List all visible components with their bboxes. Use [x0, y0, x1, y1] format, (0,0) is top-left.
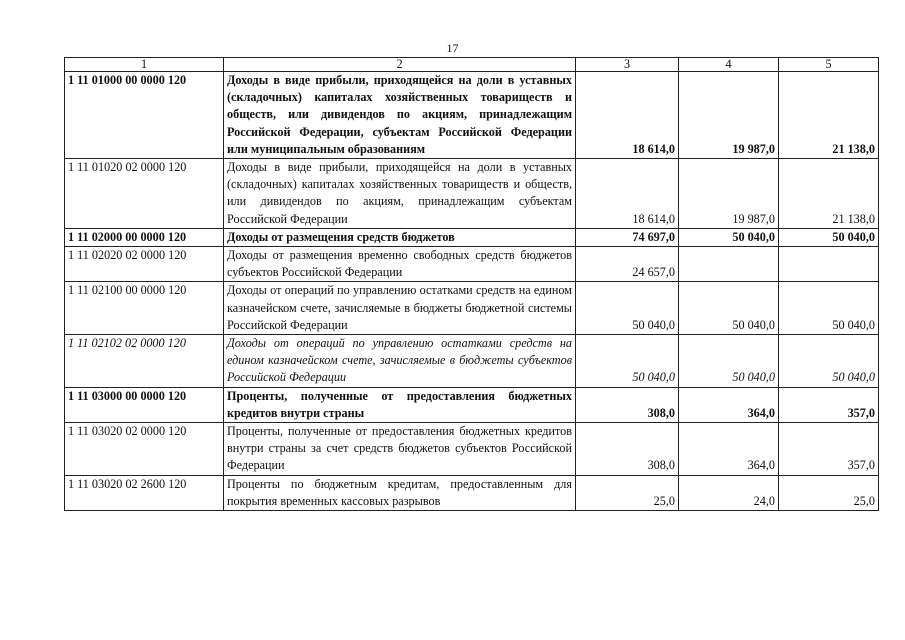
- income-name-cell: Проценты, полученные от предоставления бюджетных кредитов внутри страны: [224, 387, 576, 422]
- revenue-table: [64, 57, 879, 511]
- value-col5-cell: 21 138,0: [779, 72, 879, 159]
- budget-code-cell: 1 11 03000 00 0000 120: [65, 387, 224, 422]
- value-col4-cell: 19 987,0: [679, 159, 779, 229]
- value-col3-cell: 308,0: [576, 423, 679, 476]
- value-col4-cell: 50 040,0: [679, 228, 779, 246]
- table-row: [65, 247, 879, 282]
- value-col5-cell: [779, 247, 879, 282]
- income-name-cell: Доходы от операций по управлению остатками средств на едином казначейском счете, зачисляемые в бюджеты субъектов Российской Федерации: [224, 335, 576, 388]
- value-col3-cell: 24 657,0: [576, 247, 679, 282]
- value-col4-cell: 364,0: [679, 387, 779, 422]
- value-col5-cell: 50 040,0: [779, 228, 879, 246]
- column-number-cell: 4: [679, 58, 779, 72]
- table-row: [65, 423, 879, 476]
- budget-code-cell: 1 11 03020 02 0000 120: [65, 423, 224, 476]
- column-number-cell: 1: [65, 58, 224, 72]
- table-row: [65, 475, 879, 510]
- income-name-cell: Проценты по бюджетным кредитам, предоставленным для покрытия временных кассовых разрывов: [224, 475, 576, 510]
- income-name-cell: Доходы от операций по управлению остатками средств на едином казначейском счете, зачисляемые в бюджеты бюджетной системы Российской Федерации: [224, 282, 576, 335]
- budget-code-cell: 1 11 01020 02 0000 120: [65, 159, 224, 229]
- value-col3-cell: 50 040,0: [576, 282, 679, 335]
- value-col5-cell: 357,0: [779, 423, 879, 476]
- value-col4-cell: 19 987,0: [679, 72, 779, 159]
- income-name-cell: Доходы в виде прибыли, приходящейся на доли в уставных (складочных) капиталах хозяйственных товариществ и обществ, или дивидендов по акциям, принадлежащим Российской Федерации, субъектам Российской Федерации или муниципальным образованиям: [224, 72, 576, 159]
- value-col4-cell: [679, 247, 779, 282]
- table-row: [65, 228, 879, 246]
- budget-code-cell: 1 11 02000 00 0000 120: [65, 228, 224, 246]
- income-name-cell: Доходы в виде прибыли, приходящейся на доли в уставных (складочных) капиталах хозяйственных товариществ и обществ, или дивидендов по акциям, принадлежащим субъектам Российской Федерации: [224, 159, 576, 229]
- column-number-cell: 3: [576, 58, 679, 72]
- value-col4-cell: 364,0: [679, 423, 779, 476]
- value-col5-cell: 25,0: [779, 475, 879, 510]
- value-col5-cell: 50 040,0: [779, 282, 879, 335]
- value-col4-cell: 50 040,0: [679, 335, 779, 388]
- table-row: [65, 282, 879, 335]
- value-col3-cell: 18 614,0: [576, 72, 679, 159]
- budget-code-cell: 1 11 02100 00 0000 120: [65, 282, 224, 335]
- budget-code-cell: 1 11 02102 02 0000 120: [65, 335, 224, 388]
- budget-code-cell: 1 11 01000 00 0000 120: [65, 72, 224, 159]
- value-col3-cell: 50 040,0: [576, 335, 679, 388]
- value-col4-cell: 50 040,0: [679, 282, 779, 335]
- value-col3-cell: 308,0: [576, 387, 679, 422]
- page-number: 17: [446, 41, 459, 55]
- table-row: [65, 335, 879, 388]
- value-col5-cell: 357,0: [779, 387, 879, 422]
- value-col3-cell: 74 697,0: [576, 228, 679, 246]
- table-row: [65, 387, 879, 422]
- column-number-cell: 2: [224, 58, 576, 72]
- table-row: [65, 159, 879, 229]
- value-col5-cell: 21 138,0: [779, 159, 879, 229]
- income-name-cell: Доходы от размещения временно свободных средств бюджетов субъектов Российской Федерации: [224, 247, 576, 282]
- column-number-row: [65, 58, 879, 72]
- value-col5-cell: 50 040,0: [779, 335, 879, 388]
- budget-code-cell: 1 11 02020 02 0000 120: [65, 247, 224, 282]
- table-row: [65, 72, 879, 159]
- income-name-cell: Проценты, полученные от предоставления бюджетных кредитов внутри страны за счет средств бюджетов субъектов Российской Федерации: [224, 423, 576, 476]
- value-col3-cell: 25,0: [576, 475, 679, 510]
- value-col3-cell: 18 614,0: [576, 159, 679, 229]
- budget-code-cell: 1 11 03020 02 2600 120: [65, 475, 224, 510]
- income-name-cell: Доходы от размещения средств бюджетов: [224, 228, 576, 246]
- value-col4-cell: 24,0: [679, 475, 779, 510]
- column-number-cell: 5: [779, 58, 879, 72]
